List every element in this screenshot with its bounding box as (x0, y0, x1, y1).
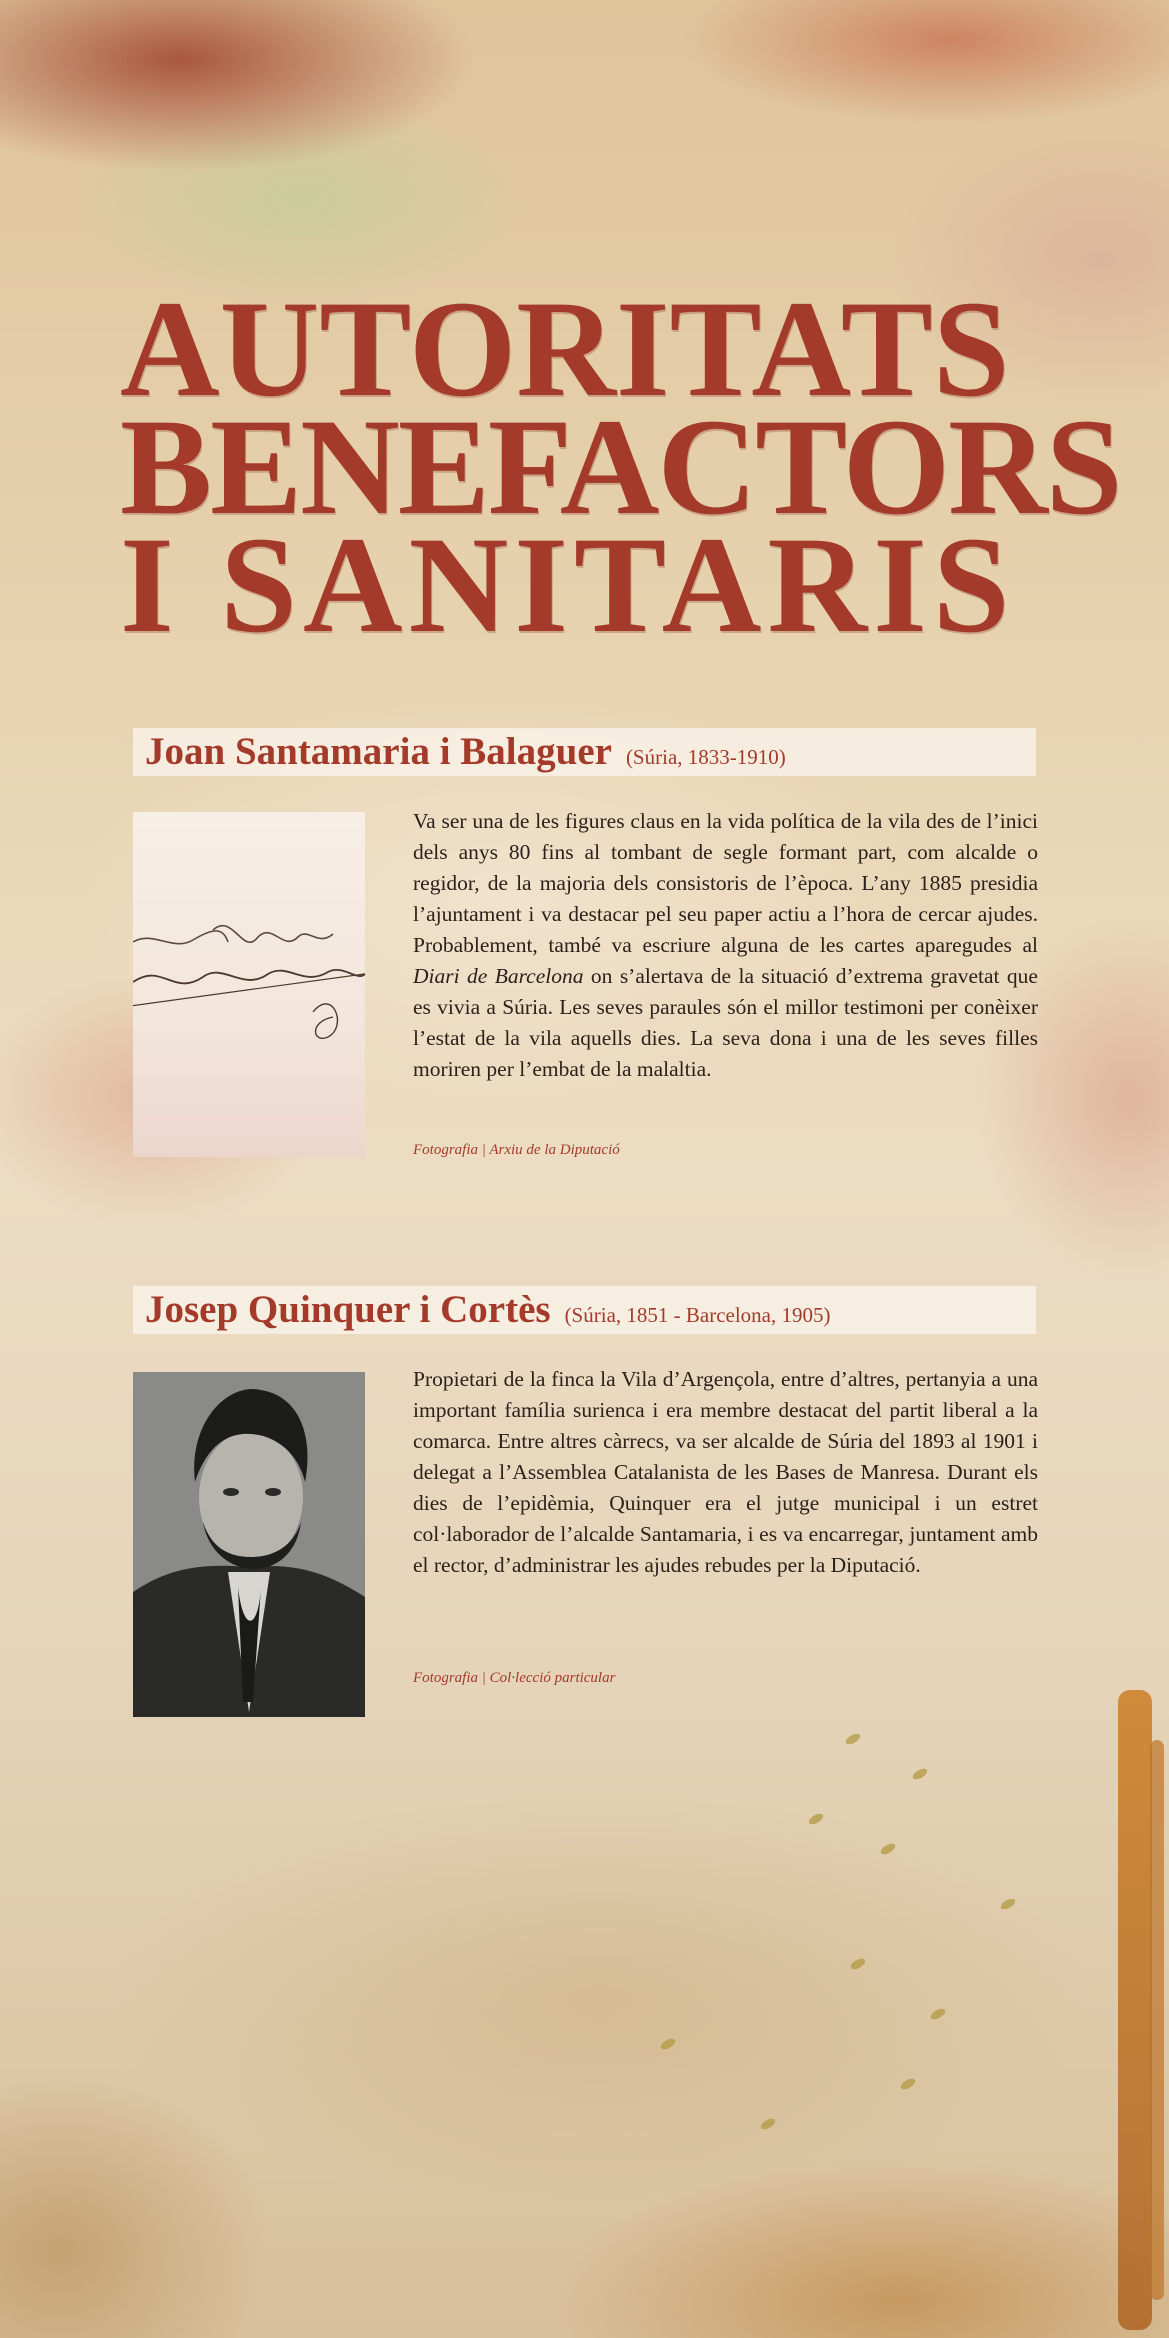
leaf-decoration (659, 2037, 677, 2052)
leaf-decoration (807, 1812, 825, 1827)
page-title (120, 272, 1121, 661)
leaf-decoration (844, 1732, 862, 1747)
leaf-decoration (911, 1767, 929, 1782)
title-line-3: I SANITARIS (120, 508, 1016, 661)
person-dates: (Súria, 1833-1910) (625, 745, 786, 769)
person-name: Joan Santamaria i Balaguer (145, 730, 612, 773)
leaf-decoration (759, 2117, 777, 2132)
leaf-decoration (849, 1957, 867, 1972)
description-text: on s’alertava de la situació d’extrema gravetat que es vivia a Súria. Les seves paraules són el millor testimoni per conèixer l’estat de la vila aquells dies. La seva dona i una de les seves filles moriren per l’embat de la malaltia. (413, 964, 1038, 1081)
leaf-decoration (999, 1897, 1017, 1912)
description-text: Va ser una de les figures claus en la vida política de la vila des de l’inici dels anys 80 fins al tombant de segle formant part, com alcalde o regidor, de la majoria dels consistoris de l’època. L’any 1885 presidia l’ajuntament i va destacar pel seu paper actiu a l’hora de cercar ajudes. Probablement, també va escriure alguna de les cartes aparegudes al (413, 809, 1038, 957)
leaf-decoration (879, 1842, 897, 1857)
title-line-2: BENEFACTORS (120, 390, 1121, 543)
signature-document-icon (133, 812, 365, 1157)
title-line-1: AUTORITATS (120, 272, 1010, 425)
section-header-santamaria (133, 728, 1036, 776)
section-header-quinquer (133, 1286, 1036, 1334)
photo-credit: Fotografia | Arxiu de la Diputació (413, 1142, 620, 1158)
decorative-paint-stroke (1150, 1740, 1164, 2300)
photo-credit: Fotografia | Col·lecció particular (413, 1670, 616, 1686)
leaf-decoration (929, 2007, 947, 2022)
leaf-decoration (899, 2077, 917, 2092)
section-description: Propietari de la finca la Vila d’Argençola, entre d’altres, pertanyia a una important família surienca i era membre destacat del partit liberal a la comarca. Entre altres càrrecs, va ser alcalde de Súria del 1893 al 1901 i delegat a l’Assemblea Catalanista de les Bases de Manresa. Durant els dies de l’epidèmia, Quinquer era el jutge municipal i un estret col·laborador de l’alcalde Santamaria, i es va encarregar, juntament amb el rector, d’administrar les ajudes rebudes per la Diputació. (413, 1367, 1038, 1577)
newspaper-title: Diari de Barcelona (413, 964, 584, 988)
decorative-paint-stroke (1118, 1690, 1152, 2330)
person-name: Josep Quinquer i Cortès (145, 1288, 551, 1331)
portrait-photo-icon (133, 1372, 365, 1717)
person-dates: (Súria, 1851 - Barcelona, 1905) (564, 1303, 831, 1327)
section-description (413, 806, 1038, 1085)
